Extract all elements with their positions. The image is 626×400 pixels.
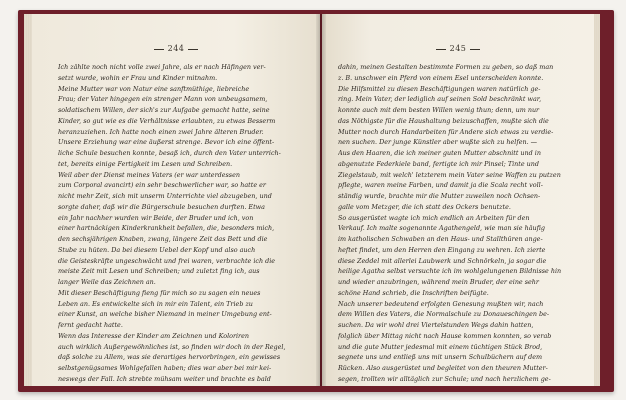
text-line: im katholischen Schwaben an den Haus- und Stallthüren ange-	[338, 235, 543, 243]
text-line: pflegte, waren meine Farben, und damit ja die Scala recht voll-	[338, 181, 543, 190]
right-page-body-text	[338, 62, 578, 385]
text-line: abgenutzte Federkiele band, fertigte ich mir Pinsel; Tinte und	[338, 159, 539, 168]
text-line: segnete uns und entließ uns mit unsern Schulbüchern auf dem	[338, 353, 543, 362]
text-line: die Geisteskräfte ungeschwächt und frei waren, verbrachte ich die	[58, 256, 276, 265]
text-line: heftet findet, um den Herren den Eingang zu wehren. Ich zierte	[338, 245, 546, 254]
text-line: Unsere Erziehung war eine äußerst strenge. Bevor ich eine öffent-	[58, 138, 275, 147]
text-line: dem Willen des Vaters, die Normalschule zu Donaueschingen be-	[338, 310, 550, 319]
text-line: So ausgerüstet wagte ich mich endlich an Arbeiten für den	[338, 213, 530, 222]
text-line: einer hartnäckigen Kinderkrankheit befallen, die, besonders mich,	[58, 224, 275, 233]
text-line: setzt wurde, wohin er Frau und Kinder mitnahm.	[58, 73, 218, 82]
text-line: langer Weile das Zeichnen an.	[58, 278, 156, 286]
right-page-number-text: 245	[449, 44, 467, 53]
left-page	[32, 14, 320, 386]
text-line: fernt gedacht hatte.	[58, 321, 123, 329]
text-line: sorgte daher, daß wir die Bürgerschule besuchen durften. Etwa	[58, 202, 265, 211]
text-line: tet, bereits einige Fertigkeit im Lesen und Schreiben.	[58, 159, 233, 168]
text-line: suchen. Da wir wohl drei Viertelstunden Wegs dahin hatten,	[338, 321, 534, 329]
text-line: Meine Mutter war von Natur eine sanftmüthige, liebreiche	[58, 84, 250, 93]
text-line: Verkauf. Ich malte sogenannte Agathengeld, wie man sie häufig	[338, 224, 545, 233]
text-line: Ich zählte noch nicht volle zwei Jahre, als er nach Häfingen ver-	[58, 63, 266, 71]
book-gutter	[316, 14, 326, 386]
left-page-number	[32, 44, 320, 53]
text-line: diese Zeddel mit allerlei Laubwerk und Schnörkeln, ja sogar die	[338, 256, 547, 265]
page-number-dash	[470, 49, 480, 50]
text-line: daß solche zu Allem, was sie derartiges hervorbringen, ein gewisses	[58, 353, 281, 362]
text-line: den sechsjährigen Knaben, zwang, längere Zeit das Bett und die	[58, 235, 268, 243]
text-line: Mit dieser Beschäftigung fieng für mich so zu sagen ein neues	[58, 288, 261, 297]
left-page-number-text: 244	[167, 44, 185, 53]
page-number-dash	[154, 49, 164, 50]
text-line: Stube zu hüten. Da bei diesem Uebel der Kopf und also auch	[58, 245, 256, 254]
text-line: dahin, meinen Gestalten bestimmte Formen zu geben, so daß man	[338, 63, 554, 71]
text-line: einer Kunst, an welche bisher Niemand in meiner Umgebung ent-	[58, 310, 272, 319]
text-line: heilige Agatha selbst versuchte ich im wohlgelungenen Bildnisse hin	[338, 267, 562, 276]
text-line: Nach unserer bedeutend erfolgten Genesung mußten wir, nach	[338, 299, 544, 308]
text-line: z. B. unschwer ein Pferd von einem Esel unterscheiden konnte.	[338, 73, 544, 82]
text-line: liche Schule besuchen konnte, besaß ich, durch den Vater unterrich-	[58, 149, 281, 157]
text-line: segen, trollten wir alltäglich zur Schule; und nach herzlichem ge-	[338, 374, 551, 383]
text-line: Leben an. Es entwickelte sich in mir ein Talent, ein Trieb zu	[58, 299, 253, 308]
text-line: Mutter noch durch Handarbeiten für Andere sich etwas zu verdie-	[338, 127, 554, 136]
text-line: neswegs der Fall. Ich strebte mühsam weiter und brachte es bald	[58, 374, 271, 383]
text-line: Frau; der Vater hingegen ein strenger Mann von unbeugsamem,	[58, 95, 268, 104]
text-line: nen suchen. Der junge Künstler aber wußte sich zu helfen. —	[338, 138, 538, 147]
text-line: schöne Hand schrieb, die Inschriften beifügte.	[338, 288, 489, 297]
text-line: folglich über Mittag nicht nach Hause kommen konnten, so verab	[338, 331, 552, 340]
text-line: Rücken. Also ausgerüstet und begleitet von den theuren Mutter-	[338, 364, 548, 372]
text-line: ein Jahr nachher wurden wir Beide, der Bruder und ich, von	[58, 213, 254, 222]
text-line: ständig wurde, brachte mir die Mutter zuweilen noch Ochsen-	[338, 192, 541, 200]
text-line: selbstgenügsames Wohlgefallen haben; dies war aber bei mir kei-	[58, 364, 272, 372]
text-line: konnte auch mit dem besten Willen wenig thun; denn, um nur	[338, 106, 540, 114]
text-line: heranzuziehen. Ich hatte noch einen zwei Jahre älteren Bruder.	[58, 127, 264, 136]
text-line: und die gute Mutter jedesmal mit einem tüchtigen Stück Brod,	[338, 342, 543, 351]
text-line: das Nöthigste für die Haushaltung beizuschaffen, mußte sich die	[338, 116, 549, 125]
right-page-number	[322, 44, 594, 53]
text-line: galle vom Metzger, die ich statt des Ockers benutzte.	[338, 202, 511, 211]
text-line: soldatischem Willen, der sich's zur Aufgabe gemacht hatte, seine	[58, 106, 270, 114]
text-line: nicht mehr Zeit, sich mit unserm Unterrichte viel abzugeben, und	[58, 192, 272, 200]
text-line: Weil aber der Dienst meines Vaters (er war unterdessen	[58, 170, 240, 179]
text-line: ring. Mein Vater, der lediglich auf seinen Sold beschränkt war,	[338, 95, 542, 104]
text-line: meiste Zeit mit Lesen und Schreiben; und zuletzt fing ich, aus	[58, 267, 260, 276]
page-number-dash	[436, 49, 446, 50]
text-line: und wieder anzubringen, während mein Bruder, der eine sehr	[338, 278, 539, 286]
text-line: auch wirklich Außergewöhnliches ist, so finden wir doch in der Regel,	[58, 342, 286, 351]
left-page-body-text	[58, 62, 298, 385]
text-line: zum Corporal avancirt) ein sehr beschwerlicher war, so hatte er	[58, 181, 266, 190]
text-line: Die Hilfsmittel zu diesen Beschäftigungen waren natürlich ge-	[338, 84, 541, 93]
text-line: Ziegelstaub, mit welch' letzterem mein Vater seine Waffen zu putzen	[338, 170, 561, 179]
text-line: Aus den Haaren, die ich meiner guten Mutter abschnitt und in	[338, 149, 541, 157]
page-number-dash	[188, 49, 198, 50]
right-page-edges	[593, 14, 600, 386]
right-page	[322, 14, 594, 386]
text-line: Kinder, so gut wie es die Verhältnisse erlaubten, zu etwas Besserm	[58, 116, 276, 125]
text-line: Wenn das Interesse der Kinder am Zeichnen und Koloriren	[58, 331, 250, 340]
